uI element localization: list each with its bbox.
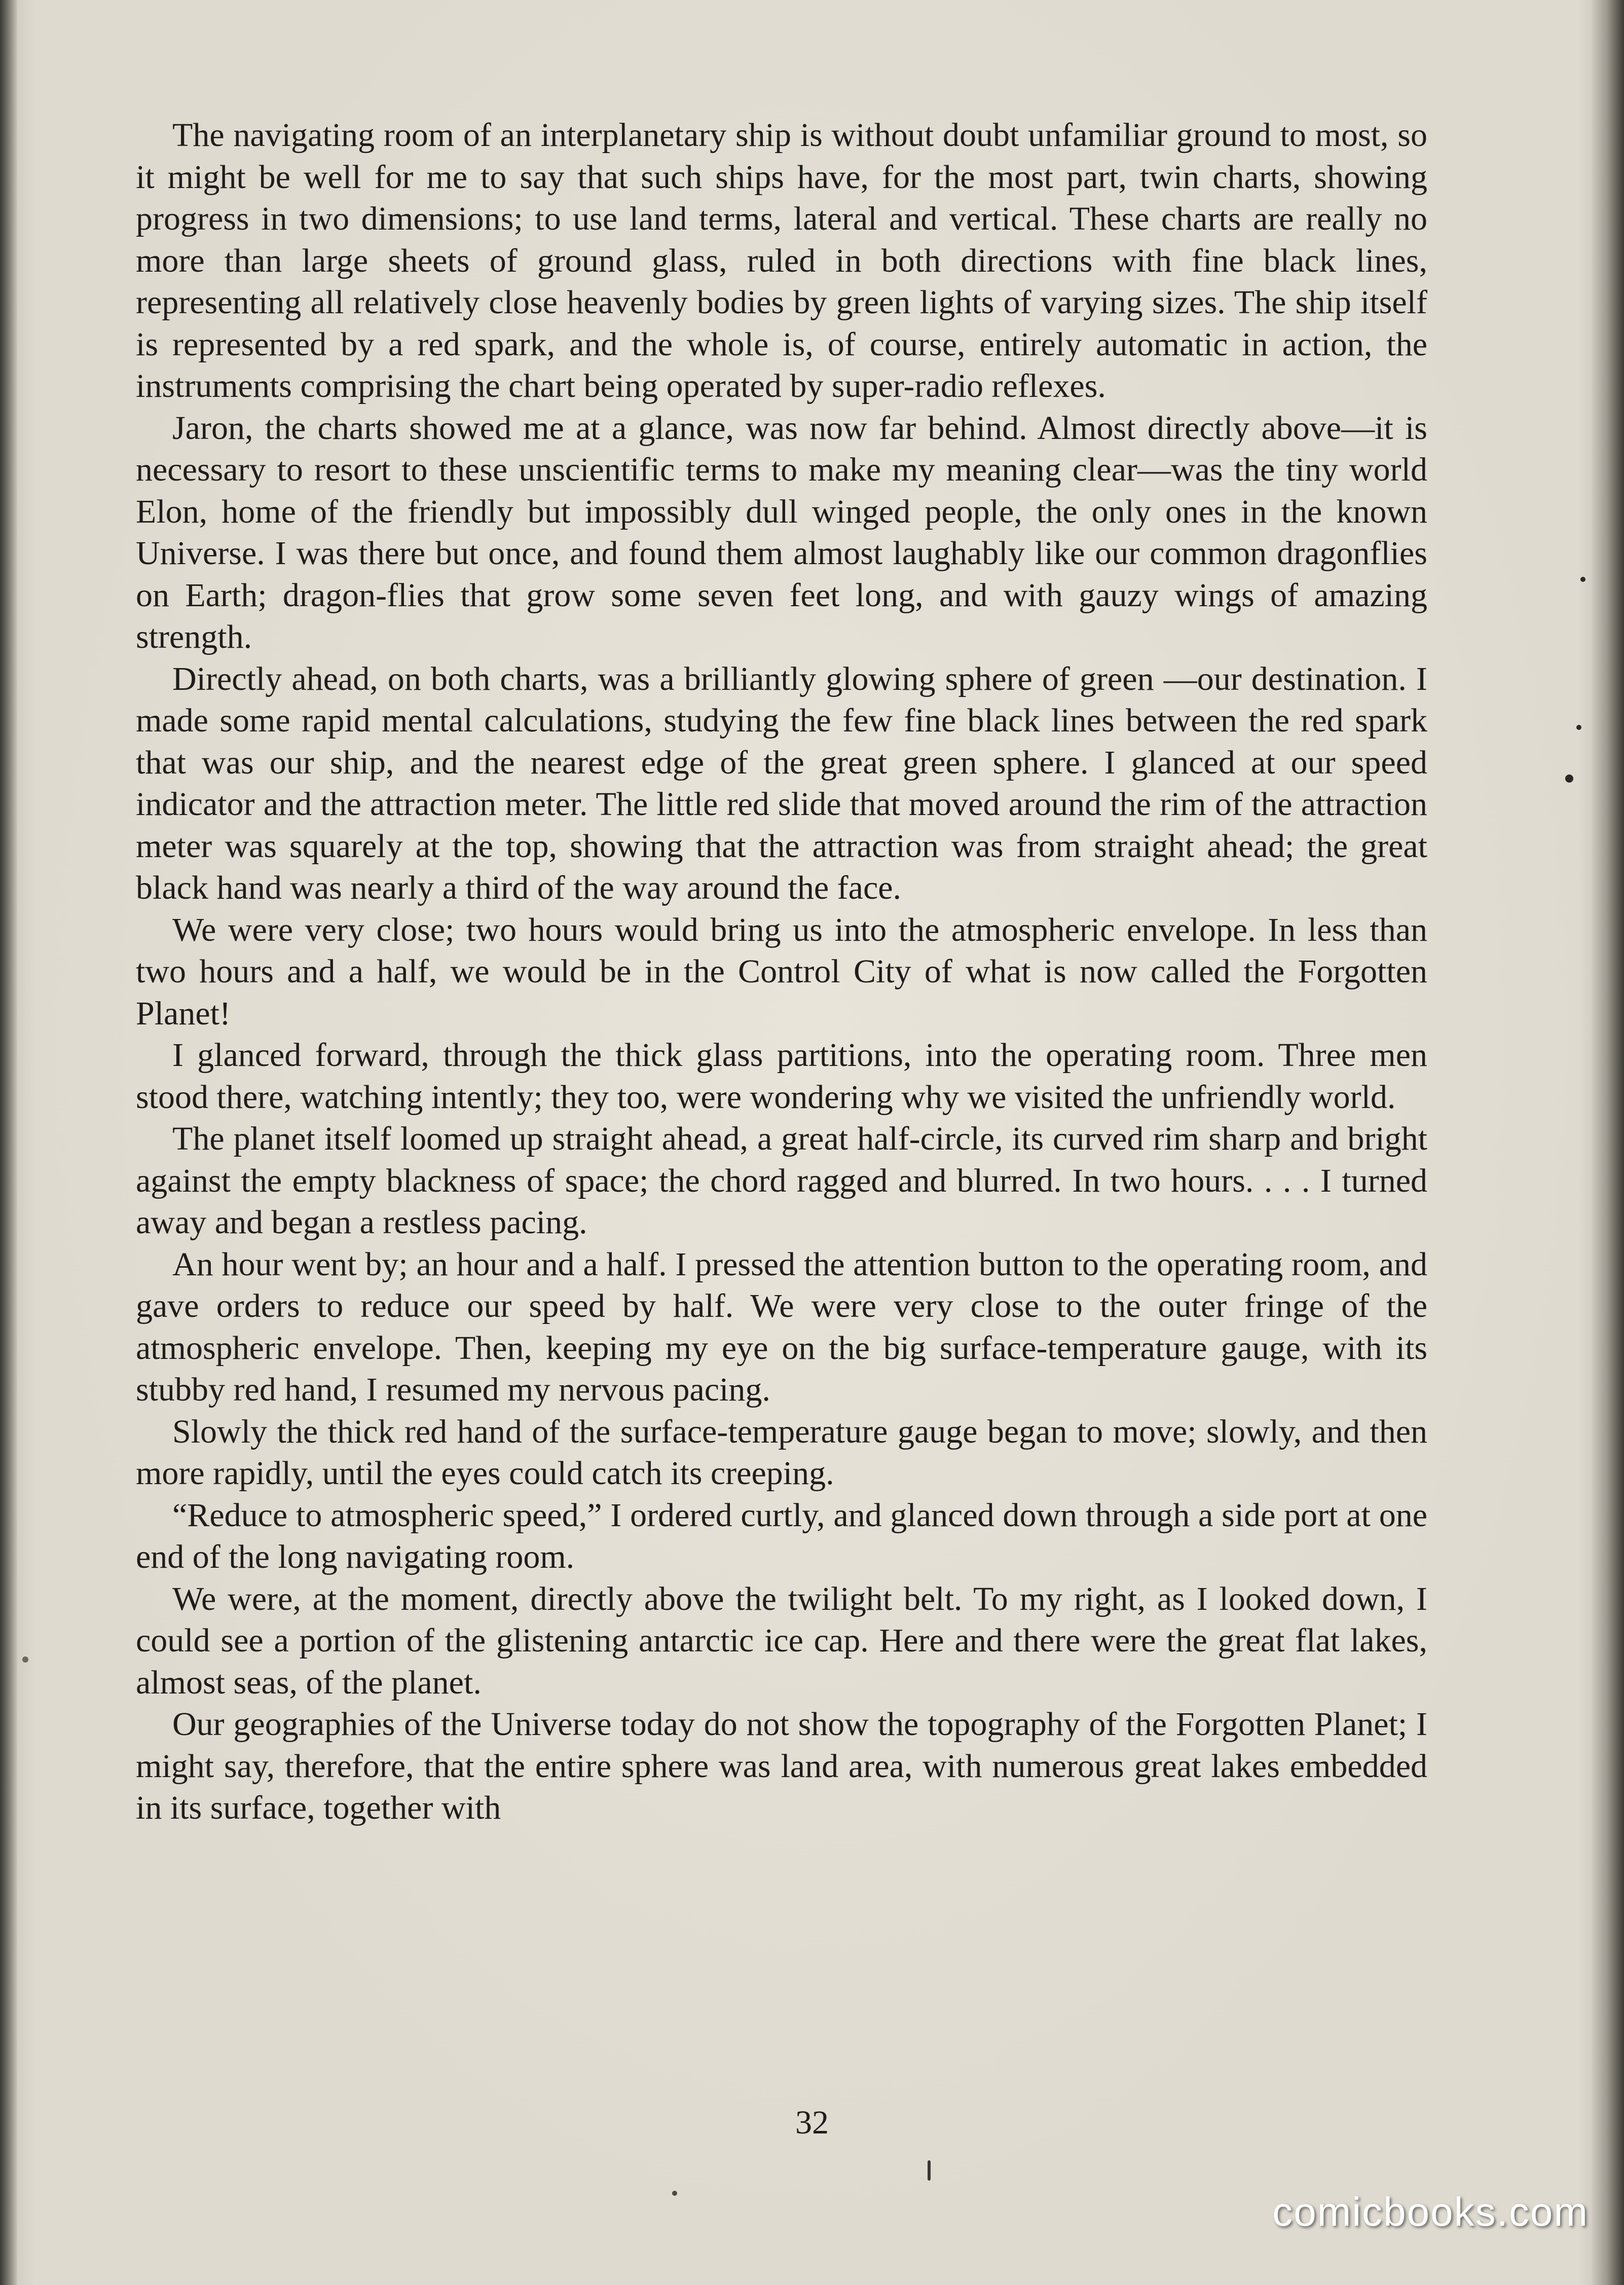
page-number: 32 bbox=[795, 2104, 829, 2141]
paragraph: Jaron, the charts showed me at a glance, was now far behind. Almost directly above—it is necessary to resort to these unscientific terms to make my meaning clear—was the tiny world Elon, home of the friendly but impossibly dull winged people, the only ones in the known Universe. I was there but once, and found them almost laughably like our common dragonflies on Earth; dragon-flies that grow some seven feet long, and with gauzy wings of amazing strength. bbox=[136, 409, 1427, 655]
page-left-edge bbox=[0, 0, 17, 2285]
paragraph: Directly ahead, on both charts, was a brilliantly glowing sphere of green —our destination. I made some rapid mental calculations, studying the few fine black lines between the red spark that was our ship, and the nearest edge of the great green sphere. I glanced at our speed indicator and the attraction meter. The little red slide that moved around the rim of the attraction meter was squarely at the top, showing that the attraction was from straight ahead; the great black hand was nearly a third of the way around the face. bbox=[136, 660, 1427, 906]
paragraph: I glanced forward, through the thick glass partitions, into the operating room. Three men stood there, watching intently; they too, were wondering why we visited the unfriendly world. bbox=[136, 1037, 1427, 1116]
paragraph: We were very close; two hours would bring us into the atmospheric envelope. In less than two hours and a half, we would be in the Control City of what is now called the Forgotten Planet! bbox=[136, 911, 1427, 1032]
paragraph: An hour went by; an hour and a half. I pressed the attention button to the operating room, and gave orders to reduce our speed by half. We were very close to the outer fringe of the atmospheric envelope. Then, keeping my eye on the big surface-temperature gauge, with its stubby red hand, I resumed my nervous pacing. bbox=[136, 1245, 1427, 1408]
ink-speck bbox=[928, 2160, 931, 2181]
ink-speck bbox=[1576, 725, 1581, 730]
watermark-logo: comicbooks.com bbox=[1272, 2189, 1589, 2234]
page-right-edge bbox=[1592, 0, 1624, 2285]
paragraph: The navigating room of an interplanetary ship is without doubt unfamiliar ground to most, so it might be well for me to say that such ships have, for the most part, twin charts, showing progress in two dimensions; to use land terms, lateral and vertical. These charts are really no more than large sheets of ground glass, ruled in both directions with fine black lines, representing all relatively close heavenly bodies by green lights of varying sizes. The ship itself is represented by a red spark, and the whole is, of course, entirely automatic in action, the instruments comprising the chart being operated by super-radio reflexes. bbox=[136, 117, 1427, 404]
paragraph: We were, at the moment, directly above the twilight belt. To my right, as I looked down, I could see a portion of the glistening antarctic ice cap. Here and there were the great flat lakes, almost seas, of the planet. bbox=[136, 1580, 1427, 1701]
body-text bbox=[136, 115, 1427, 1829]
ink-speck bbox=[672, 2191, 677, 2196]
paragraph: The planet itself loomed up straight ahead, a great half-circle, its curved rim sharp and bright against the empty blackness of space; the chord ragged and blurred. In two hours. . . . I turned away and began a restless pacing. bbox=[136, 1120, 1427, 1241]
ink-speck bbox=[22, 1656, 28, 1663]
paragraph: Slowly the thick red hand of the surface-temperature gauge began to move; slowly, and then more rapidly, until the eyes could catch its creeping. bbox=[136, 1413, 1427, 1492]
ink-speck bbox=[1565, 775, 1573, 783]
ink-speck bbox=[1580, 577, 1585, 582]
paragraph: Our geographies of the Universe today do not show the topography of the Forgotten Planet; I might say, therefore, that the entire sphere was land area, with numerous great lakes embedded in its surface, together with bbox=[136, 1706, 1427, 1826]
paragraph: “Reduce to atmospheric speed,” I ordered curtly, and glanced down through a side port at one end of the long navigating room. bbox=[136, 1496, 1427, 1575]
